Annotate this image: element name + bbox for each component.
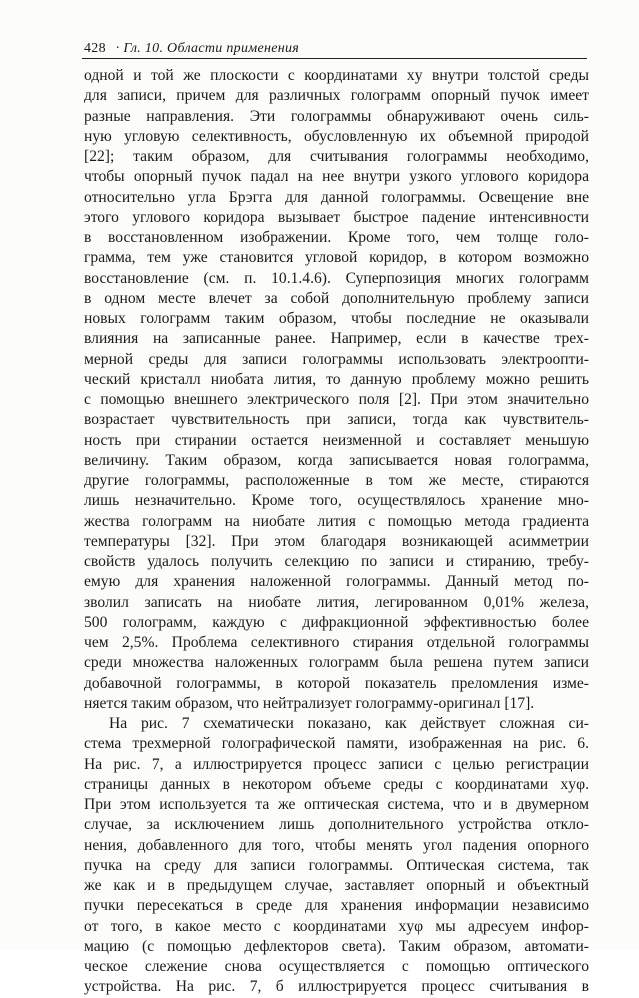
text-line: устройства. На рис. 7, б иллюстрируется процесс считывания в <box>84 978 589 996</box>
text-line: одной и той же плоскости с координатами xy внутри толстой среды <box>84 67 589 84</box>
running-head <box>84 40 587 60</box>
text-line: чтобы опорный пучок падал на нее внутри узкого углового коридора <box>84 168 589 186</box>
page-number: 428 <box>84 41 106 56</box>
text-line: относительно угла Брэгга для данной голограммы. Освещение вне <box>84 188 589 206</box>
text-line: жества голограмм на ниобате лития с помощью метода градиента <box>84 512 589 530</box>
text-line: чем 2,5%. Проблема селективного стирания отдельной голограммы <box>84 634 589 651</box>
text-line: другие голограммы, расположенные в том же месте, стираются <box>84 472 589 489</box>
text-line: влияния на записанные ранее. Например, если в качестве трех- <box>84 330 589 348</box>
chapter-title: · Гл. 10. Области применения <box>115 41 300 56</box>
text-line: в восстановленном изображении. Кроме того, чем толще голо- <box>84 229 589 246</box>
text-line: няется таким образом, что нейтрализует голограмму-оригинал [17]. <box>84 694 535 712</box>
text-line: же как и в предыдущем случае, заставляет опорный и объектный <box>84 877 589 894</box>
text-line: емую для хранения наложенной голограммы. Данный метод по- <box>84 573 589 591</box>
text-line: ческий кристалл ниобата лития, то данную проблему можно решить <box>84 370 589 388</box>
text-line: ную угловую селективность, обусловленную их объемной природой <box>84 127 589 145</box>
header-rule <box>82 58 587 59</box>
text-line: этого углового коридора вызывает быстрое падение интенсивности <box>84 208 589 226</box>
text-line: [22]; таким образом, для считывания голограммы необходимо, <box>84 148 589 165</box>
paragraph-2 <box>84 714 589 998</box>
text-line: в одном месте влечет за собой дополнительную проблему записи <box>84 289 589 307</box>
text-line: На рис. 7 схематически показано, как действует сложная си- <box>109 715 589 732</box>
text-line: ческое слежение снова осуществляется с помощью оптического <box>84 958 589 975</box>
text-line: грамма, тем уже становится угловой коридор, в котором возможно <box>84 249 589 267</box>
text-line: пучки пересекаться в среде для хранения информации независимо <box>84 897 589 915</box>
text-line: страницы данных в некотором объеме среды с координатами xyφ. <box>84 775 589 793</box>
text-line: мерной среды для записи голограммы использовать электроопти- <box>84 350 589 368</box>
paragraph-1 <box>84 66 589 714</box>
text-line: новых голограмм таким образом, чтобы последние не оказывали <box>84 310 589 327</box>
text-line: При этом используется та же оптическая система, что и в двумерном <box>84 796 589 813</box>
text-line: пучка на среду для записи голограммы. Оптическая система, так <box>84 856 589 874</box>
text-line: стема трехмерной голографической памяти, изображенная на рис. 6. <box>84 735 589 753</box>
text-line: от того, в какое место с координатами xyφ мы адресуем инфор- <box>84 917 589 935</box>
text-line: зволил записать на ниобате лития, легированном 0,01% железа, <box>84 593 589 611</box>
text-line: свойств удалось получить селекцию по записи и стиранию, требу- <box>84 553 589 570</box>
text-line: с помощью внешнего электрического поля [2]. При этом значительно <box>84 391 589 408</box>
text-line: добавочной голограммы, в которой показатель преломления изме- <box>84 674 589 692</box>
text-line: восстановление (см. п. 10.1.4.6). Суперпозиция многих голограмм <box>84 269 589 287</box>
text-line: температуры [32]. При этом благодаря возникающей асимметрии <box>84 532 589 550</box>
text-line: лишь незначительно. Кроме того, осуществлялось хранение мно- <box>84 492 589 510</box>
body-text <box>84 66 589 998</box>
text-line: нения, добавленного для того, чтобы менять угол падения опорного <box>84 836 589 854</box>
text-line: величину. Таким образом, когда записывается новая голограмма, <box>84 451 589 469</box>
text-line: 500 голограмм, каждую с дифракционной эффективностью более <box>84 613 589 631</box>
text-line: среди множества наложенных голограмм была решена путем записи <box>84 654 589 672</box>
text-line: возрастает чувствительность при записи, тогда как чувствитель- <box>84 411 589 429</box>
text-line: для записи, причем для различных голограмм опорный пучок имеет <box>84 87 589 105</box>
text-line: разные направления. Эти голограммы обнаруживают очень силь- <box>84 107 589 125</box>
text-line: На рис. 7, а иллюстрируется процесс записи с целью регистрации <box>84 755 589 773</box>
text-line: случае, за исключением лишь дополнительного устройства откло- <box>84 816 589 834</box>
text-line: ность при стирании остается неизменной и составляет меньшую <box>84 431 589 449</box>
text-line: мацию (с помощью дефлекторов света). Таким образом, автомати- <box>84 937 589 955</box>
